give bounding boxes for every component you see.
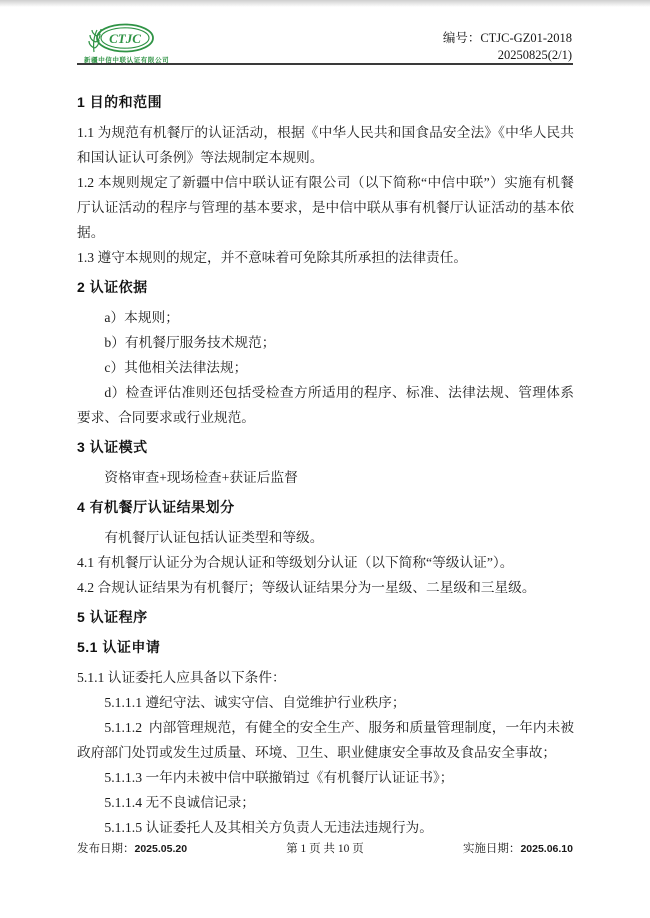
paragraph: a）本规则； — [104, 310, 179, 325]
paragraph: 1.2 本规则规定了新疆中信中联认证有限公司（以下简称“中信中联”）实施有机餐厅认证活动的程序与管理的基本要求，是中信中联从事有机餐厅认证活动的基本依据。 — [77, 175, 574, 240]
release-date-label: 发布日期： — [77, 843, 135, 855]
paragraph: 5.1.1 认证委托人应具备以下条件： — [77, 670, 286, 685]
paragraph: b）有机餐厅服务技术规范； — [104, 335, 276, 350]
section-heading: 5.1 认证申请 — [77, 639, 161, 655]
paragraph: 5.1.1.3 一年内未被中信中联撤销过《有机餐厅认证证书》； — [104, 770, 454, 785]
paragraph: d）检查评估准则还包括受检查方所适用的程序、标准、法律法规、管理体系要求、合同要求或行业规范。 — [77, 385, 574, 425]
paragraph: 5.1.1.2 内部管理规范，有健全的安全生产、服务和质量管理制度，一年内未被政府部门处罚或发生过质量、环境、卫生、职业健康安全事故及食品安全事故； — [77, 720, 574, 760]
implementation-date — [463, 840, 573, 856]
section-heading: 5 认证程序 — [77, 609, 148, 625]
page-footer — [77, 840, 573, 860]
paragraph: 4.1 有机餐厅认证分为合规认证和等级划分认证（以下简称“等级认证”）。 — [77, 555, 514, 570]
paragraph: 5.1.1.4 无不良诚信记录； — [104, 795, 255, 810]
implementation-date-value: 2025.06.10 — [520, 843, 573, 855]
company-name: 新疆中信中联认证有限公司 — [84, 57, 170, 64]
paragraph: 1.3 遵守本规则的规定，并不意味着可免除其所承担的法律责任。 — [77, 250, 468, 265]
paragraph: 资格审查+现场检查+获证后监督 — [104, 470, 298, 485]
paragraph: 5.1.1.1 遵纪守法、诚实守信、自觉维护行业秩序； — [104, 695, 406, 710]
paragraph: 5.1.1.5 认证委托人及其相关方负责人无违法违规行为。 — [104, 820, 433, 835]
document-body — [77, 85, 574, 840]
page-header — [0, 0, 650, 66]
paragraph: 有机餐厅认证包括认证类型和等级。 — [104, 530, 324, 545]
paragraph: c）其他相关法律法规； — [104, 360, 248, 375]
section-heading: 3 认证模式 — [77, 439, 148, 455]
doc-number-block — [443, 30, 572, 64]
logo-text: CTJC — [109, 31, 141, 46]
section-heading: 1 目的和范围 — [77, 94, 163, 110]
release-date-value: 2025.05.20 — [134, 843, 188, 855]
doc-revision: 20250825(2/1) — [497, 48, 572, 62]
doc-number: 编号：CTJC-GZ01-2018 — [442, 31, 572, 45]
header-divider — [77, 63, 573, 65]
paragraph: 4.2 合规认证结果为有机餐厅；等级认证结果分为一星级、二星级和三星级。 — [77, 580, 536, 595]
company-logo — [84, 22, 170, 64]
page-number: 第 1 页 共 10 页 — [286, 843, 364, 855]
paragraph: 1.1 为规范有机餐厅的认证活动，根据《中华人民共和国食品安全法》《中华人民共和国认证认可条例》等法规制定本规则。 — [77, 125, 574, 165]
ctjc-logo-icon — [84, 22, 156, 56]
section-heading: 2 认证依据 — [77, 279, 148, 295]
implementation-date-label: 实施日期： — [462, 843, 521, 855]
section-heading: 4 有机餐厅认证结果划分 — [77, 499, 235, 515]
